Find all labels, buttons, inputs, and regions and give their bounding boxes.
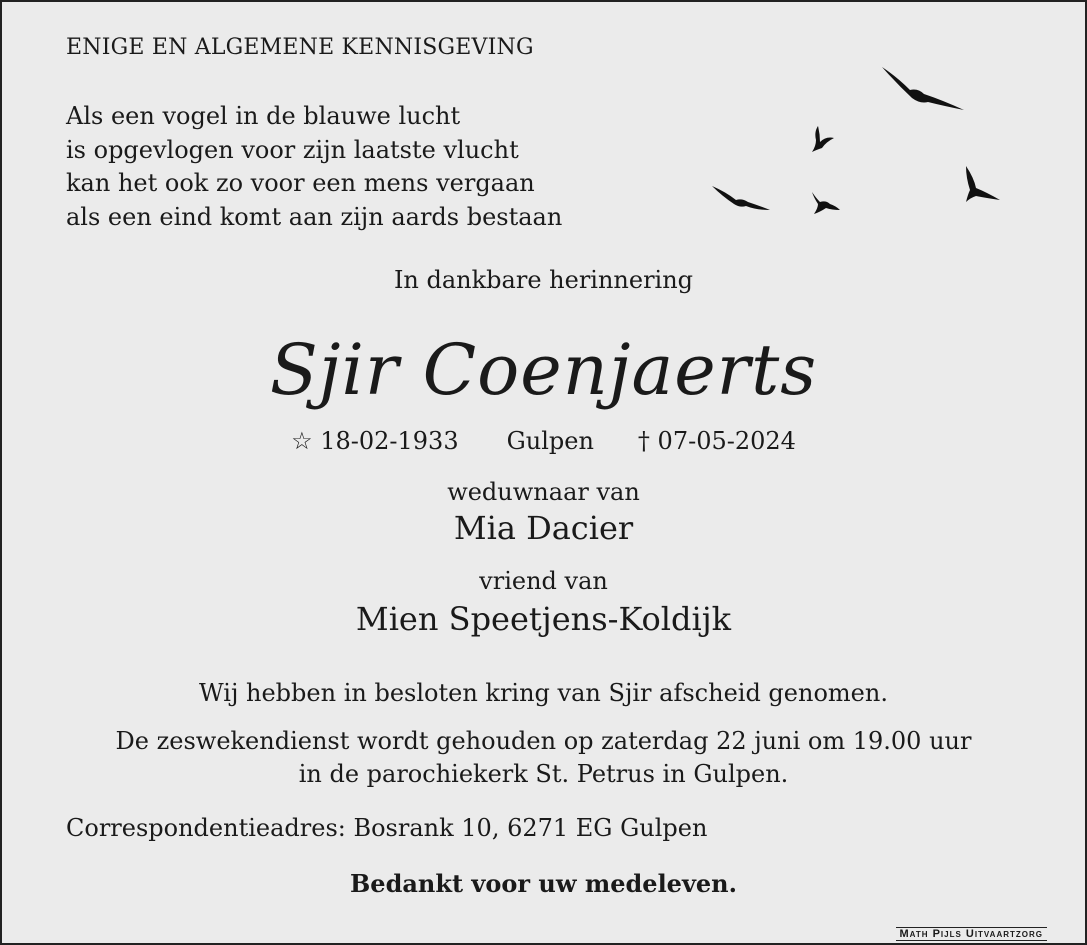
thanks-text: Bedankt voor uw medeleven. [350, 869, 737, 898]
poem [66, 100, 562, 234]
flying-birds-icon [692, 52, 1022, 252]
spouse-name: Mia Dacier [453, 509, 634, 547]
place: Gulpen [506, 427, 594, 455]
friend-name: Mien Speetjens-Koldijk [355, 600, 732, 638]
relation-label: vriend van [479, 567, 608, 595]
notice-header: ENIGE EN ALGEMENE KENNISGEVING [66, 35, 534, 60]
correspondence-address: Correspondentieadres: Bosrank 10, 6271 EG Gulpen [66, 814, 708, 842]
service-line: De zeswekendienst wordt gehouden op zaterdag 22 juni om 19.00 uur [115, 727, 972, 755]
intro-text: In dankbare herinnering [393, 266, 694, 294]
bird-icon [812, 126, 834, 152]
deceased-name: Sjir Coenjaerts [269, 329, 818, 411]
undertaker-logo: Math Pijls Uitvaartzorg [896, 927, 1047, 941]
poem-line: Als een vogel in de blauwe lucht [66, 102, 461, 130]
bird-icon [712, 186, 770, 210]
birth-date: ☆ 18-02-1933 [291, 427, 459, 455]
bird-icon [966, 166, 1000, 202]
bird-icon [812, 192, 840, 214]
poem-line: als een eind komt aan zijn aards bestaan [66, 202, 563, 231]
poem-line: is opgevlogen voor zijn laatste vlucht [66, 135, 519, 164]
bird-icon [882, 67, 964, 110]
farewell-text: Wij hebben in besloten kring van Sjir afscheid genomen. [199, 679, 888, 707]
relation-label: weduwnaar van [447, 478, 640, 506]
service-info [2, 725, 1085, 791]
life-dates [2, 427, 1085, 455]
poem-line: kan het ook zo voor een mens vergaan [66, 169, 535, 197]
service-line: in de parochiekerk St. Petrus in Gulpen. [298, 760, 789, 788]
death-date: † 07-05-2024 [637, 427, 796, 455]
